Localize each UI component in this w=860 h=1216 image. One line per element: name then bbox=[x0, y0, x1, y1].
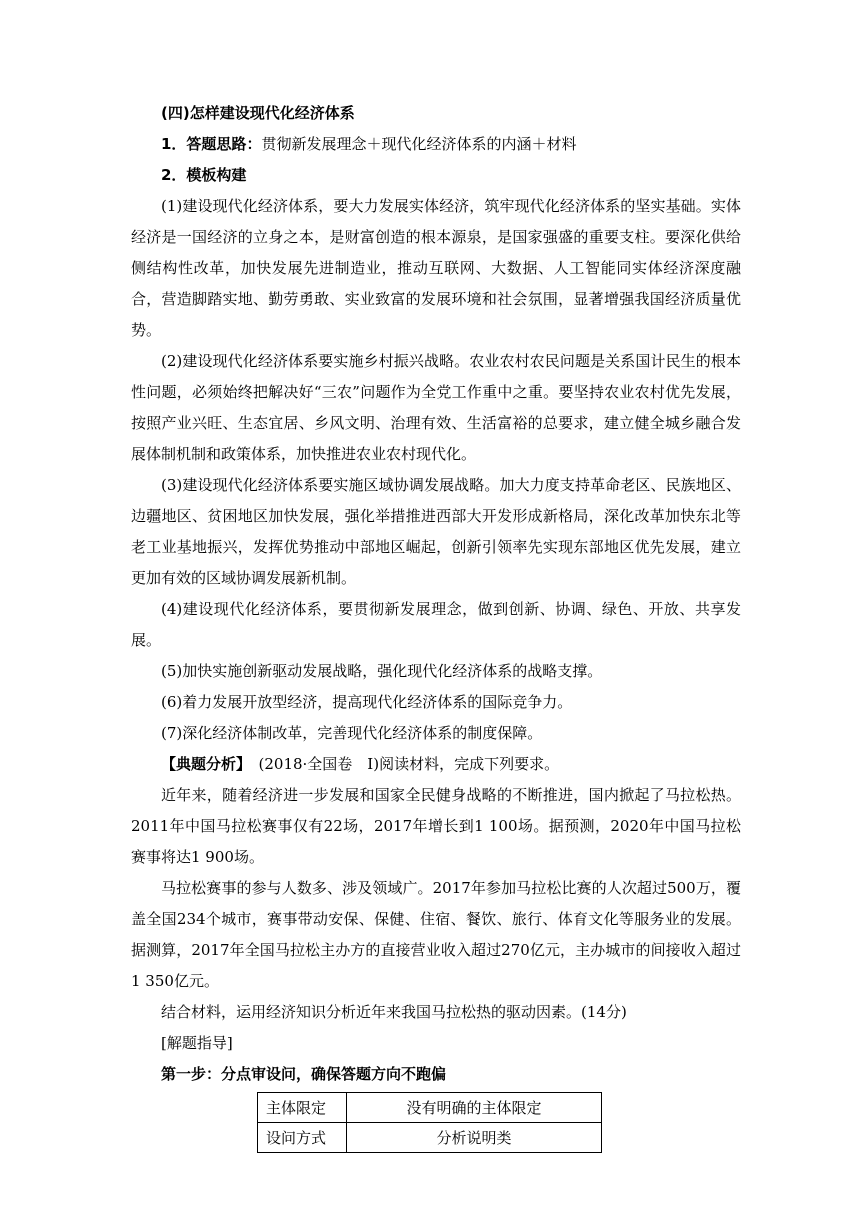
example-tag: 【典题分析】 bbox=[161, 755, 244, 773]
answer-approach bbox=[131, 129, 741, 160]
point-5: (5)加快实施创新驱动发展战略，强化现代化经济体系的战略支撑。 bbox=[161, 662, 603, 680]
table-cell-key: 设问方式 bbox=[258, 1123, 347, 1153]
point-7: (7)深化经济体制改革，完善现代化经济体系的制度保障。 bbox=[161, 724, 543, 742]
table-cell-key: 主体限定 bbox=[258, 1093, 347, 1123]
material-paragraph-1: 近年来，随着经济进一步发展和国家全民健身战略的不断推进，国内掀起了马拉松热。2011年中国马拉松赛事仅有22场，2017年增长到1 100场。据预测，2020年中国马拉松赛事将达1 900场。 bbox=[131, 786, 741, 866]
step-one: 第一步：分点审设问，确保答题方向不跑偏 bbox=[161, 1065, 447, 1083]
point-6: (6)着力发展开放型经济，提高现代化经济体系的国际竞争力。 bbox=[161, 693, 573, 711]
table-cell-value: 分析说明类 bbox=[347, 1123, 602, 1153]
answer-approach-label: 1．答题思路： bbox=[161, 135, 262, 153]
guide-label: [解题指导] bbox=[161, 1034, 233, 1052]
table-row bbox=[258, 1093, 602, 1123]
point-4: (4)建设现代化经济体系，要贯彻新发展理念，做到创新、协调、绿色、开放、共享发展。 bbox=[131, 600, 741, 649]
point-2: (2)建设现代化经济体系要实施乡村振兴战略。农业农村农民问题是关系国计民生的根本性问题，必须始终把解决好“三农”问题作为全党工作重中之重。要坚持农业农村优先发展，按照产业兴旺、生态宜居、乡风文明、治理有效、生活富裕的总要求，建立健全城乡融合发展体制机制和政策体系，加快推进农业农村现代化。 bbox=[131, 352, 741, 463]
question-text: 结合材料，运用经济知识分析近年来我国马拉松热的驱动因素。(14分) bbox=[161, 1003, 627, 1021]
template-heading: 2．模板构建 bbox=[161, 166, 247, 184]
material-paragraph-2: 马拉松赛事的参与人数多、涉及领域广。2017年参加马拉松比赛的人次超过500万，覆盖全国234个城市，赛事带动安保、保健、住宿、餐饮、旅行、体育文化等服务业的发展。据测算，2017年全国马拉松主办方的直接营业收入超过270亿元，主办城市的间接收入超过1 350亿元。 bbox=[131, 879, 741, 990]
answer-approach-text: 贯彻新发展理念＋现代化经济体系的内涵＋材料 bbox=[261, 135, 577, 153]
table-cell-value: 没有明确的主体限定 bbox=[347, 1093, 602, 1123]
point-1: (1)建设现代化经济体系，要大力发展实体经济，筑牢现代化经济体系的坚实基础。实体经济是一国经济的立身之本，是财富创造的根本源泉，是国家强盛的重要支柱。要深化供给侧结构性改革，加快发展先进制造业，推动互联网、大数据、人工智能同实体经济深度融合，营造脚踏实地、勤劳勇敢、实业致富的发展环境和社会氛围，显著增强我国经济质量优势。 bbox=[131, 197, 741, 339]
table-row bbox=[258, 1123, 602, 1153]
document-page bbox=[131, 98, 741, 1153]
section-title: (四)怎样建设现代化经济体系 bbox=[161, 104, 355, 122]
analysis-table bbox=[257, 1092, 602, 1153]
example-header bbox=[131, 749, 741, 780]
point-3: (3)建设现代化经济体系要实施区域协调发展战略。加大力度支持革命老区、民族地区、边疆地区、贫困地区加快发展，强化举措推进西部大开发形成新格局，深化改革加快东北等老工业基地振兴，发挥优势推动中部地区崛起，创新引领率先实现东部地区优先发展，建立更加有效的区域协调发展新机制。 bbox=[131, 476, 741, 587]
example-source: (2018·全国卷 Ⅰ)阅读材料，完成下列要求。 bbox=[243, 755, 560, 773]
